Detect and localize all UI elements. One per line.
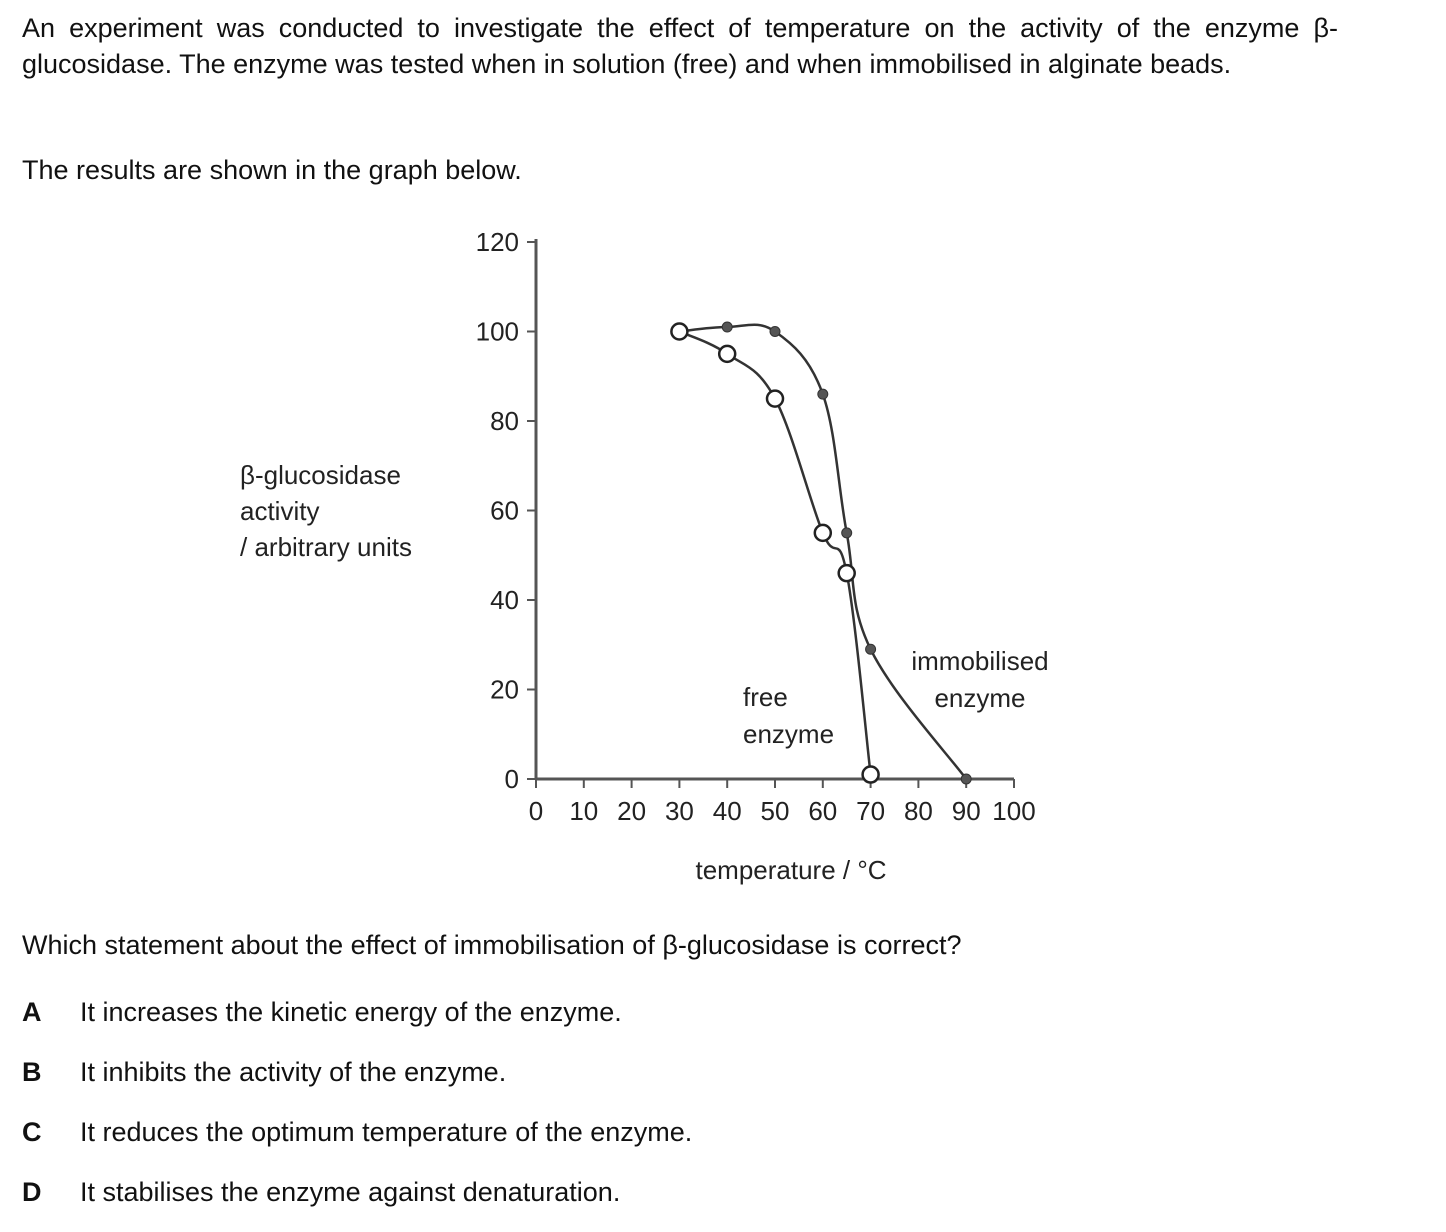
option-letter: A [22,997,42,1027]
option-text: It inhibits the activity of the enzyme. [80,1057,507,1087]
y-axis-label: activity [240,496,320,526]
x-tick-label: 70 [856,796,886,826]
y-tick-label: 60 [490,495,519,526]
immobilised-enzyme-point [722,322,732,332]
x-tick-label: 50 [760,796,790,826]
x-tick-label: 90 [951,796,981,826]
option-text: It reduces the optimum temperature of the enzyme. [80,1117,693,1147]
free-enzyme-point [719,346,735,362]
x-tick-label: 100 [992,796,1036,826]
x-tick-label: 0 [528,796,544,826]
y-tick-label: 80 [490,406,519,436]
x-axis-label: temperature / °C [695,855,887,885]
free-enzyme-point [671,324,687,340]
results-intro-text: The results are shown in the graph below. [22,155,522,185]
free-enzyme-point [815,525,831,541]
series-label: free [743,682,788,712]
x-tick-label: 10 [569,796,599,826]
x-tick-label: 40 [712,796,742,826]
x-tick-label: 80 [903,796,933,826]
intro-paragraph: An experiment was conducted to investigate the effect of temperature on the activity of the enzyme β-glucosidase. The enzyme was tested when in solution (free) and when immobilised in alginate beads. [22,13,1338,79]
option-text: It stabilises the enzyme against denaturation. [80,1177,621,1207]
y-axis-label: β-glucosidase [240,460,401,490]
immobilised-enzyme-point [842,528,852,538]
question-text: Which statement about the effect of immobilisation of β-glucosidase is correct? [22,930,962,960]
immobilised-enzyme-point [770,327,780,337]
free-enzyme-point [767,391,783,407]
series-label: enzyme [934,683,1026,713]
x-tick-label: 60 [808,796,838,826]
y-tick-label: 100 [475,316,519,347]
y-axis-label: / arbitrary units [240,532,412,562]
option-text: It increases the kinetic energy of the enzyme. [80,997,622,1027]
x-tick-label: 30 [664,796,694,826]
series-label: enzyme [743,719,835,749]
series-label: immobilised [911,646,1049,676]
y-tick-label: 0 [504,764,519,794]
immobilised-enzyme-point [866,644,876,654]
option-letter: B [22,1057,42,1087]
y-tick-label: 40 [490,585,519,615]
immobilised-enzyme-point [818,389,828,399]
y-tick-label: 120 [475,227,519,257]
free-enzyme-point [863,767,879,783]
option-letter: C [22,1117,42,1147]
x-tick-label: 20 [617,796,647,826]
immobilised-enzyme-point [961,774,971,784]
y-tick-label: 20 [490,674,519,705]
option-letter: D [22,1177,42,1207]
free-enzyme-point [839,565,855,581]
